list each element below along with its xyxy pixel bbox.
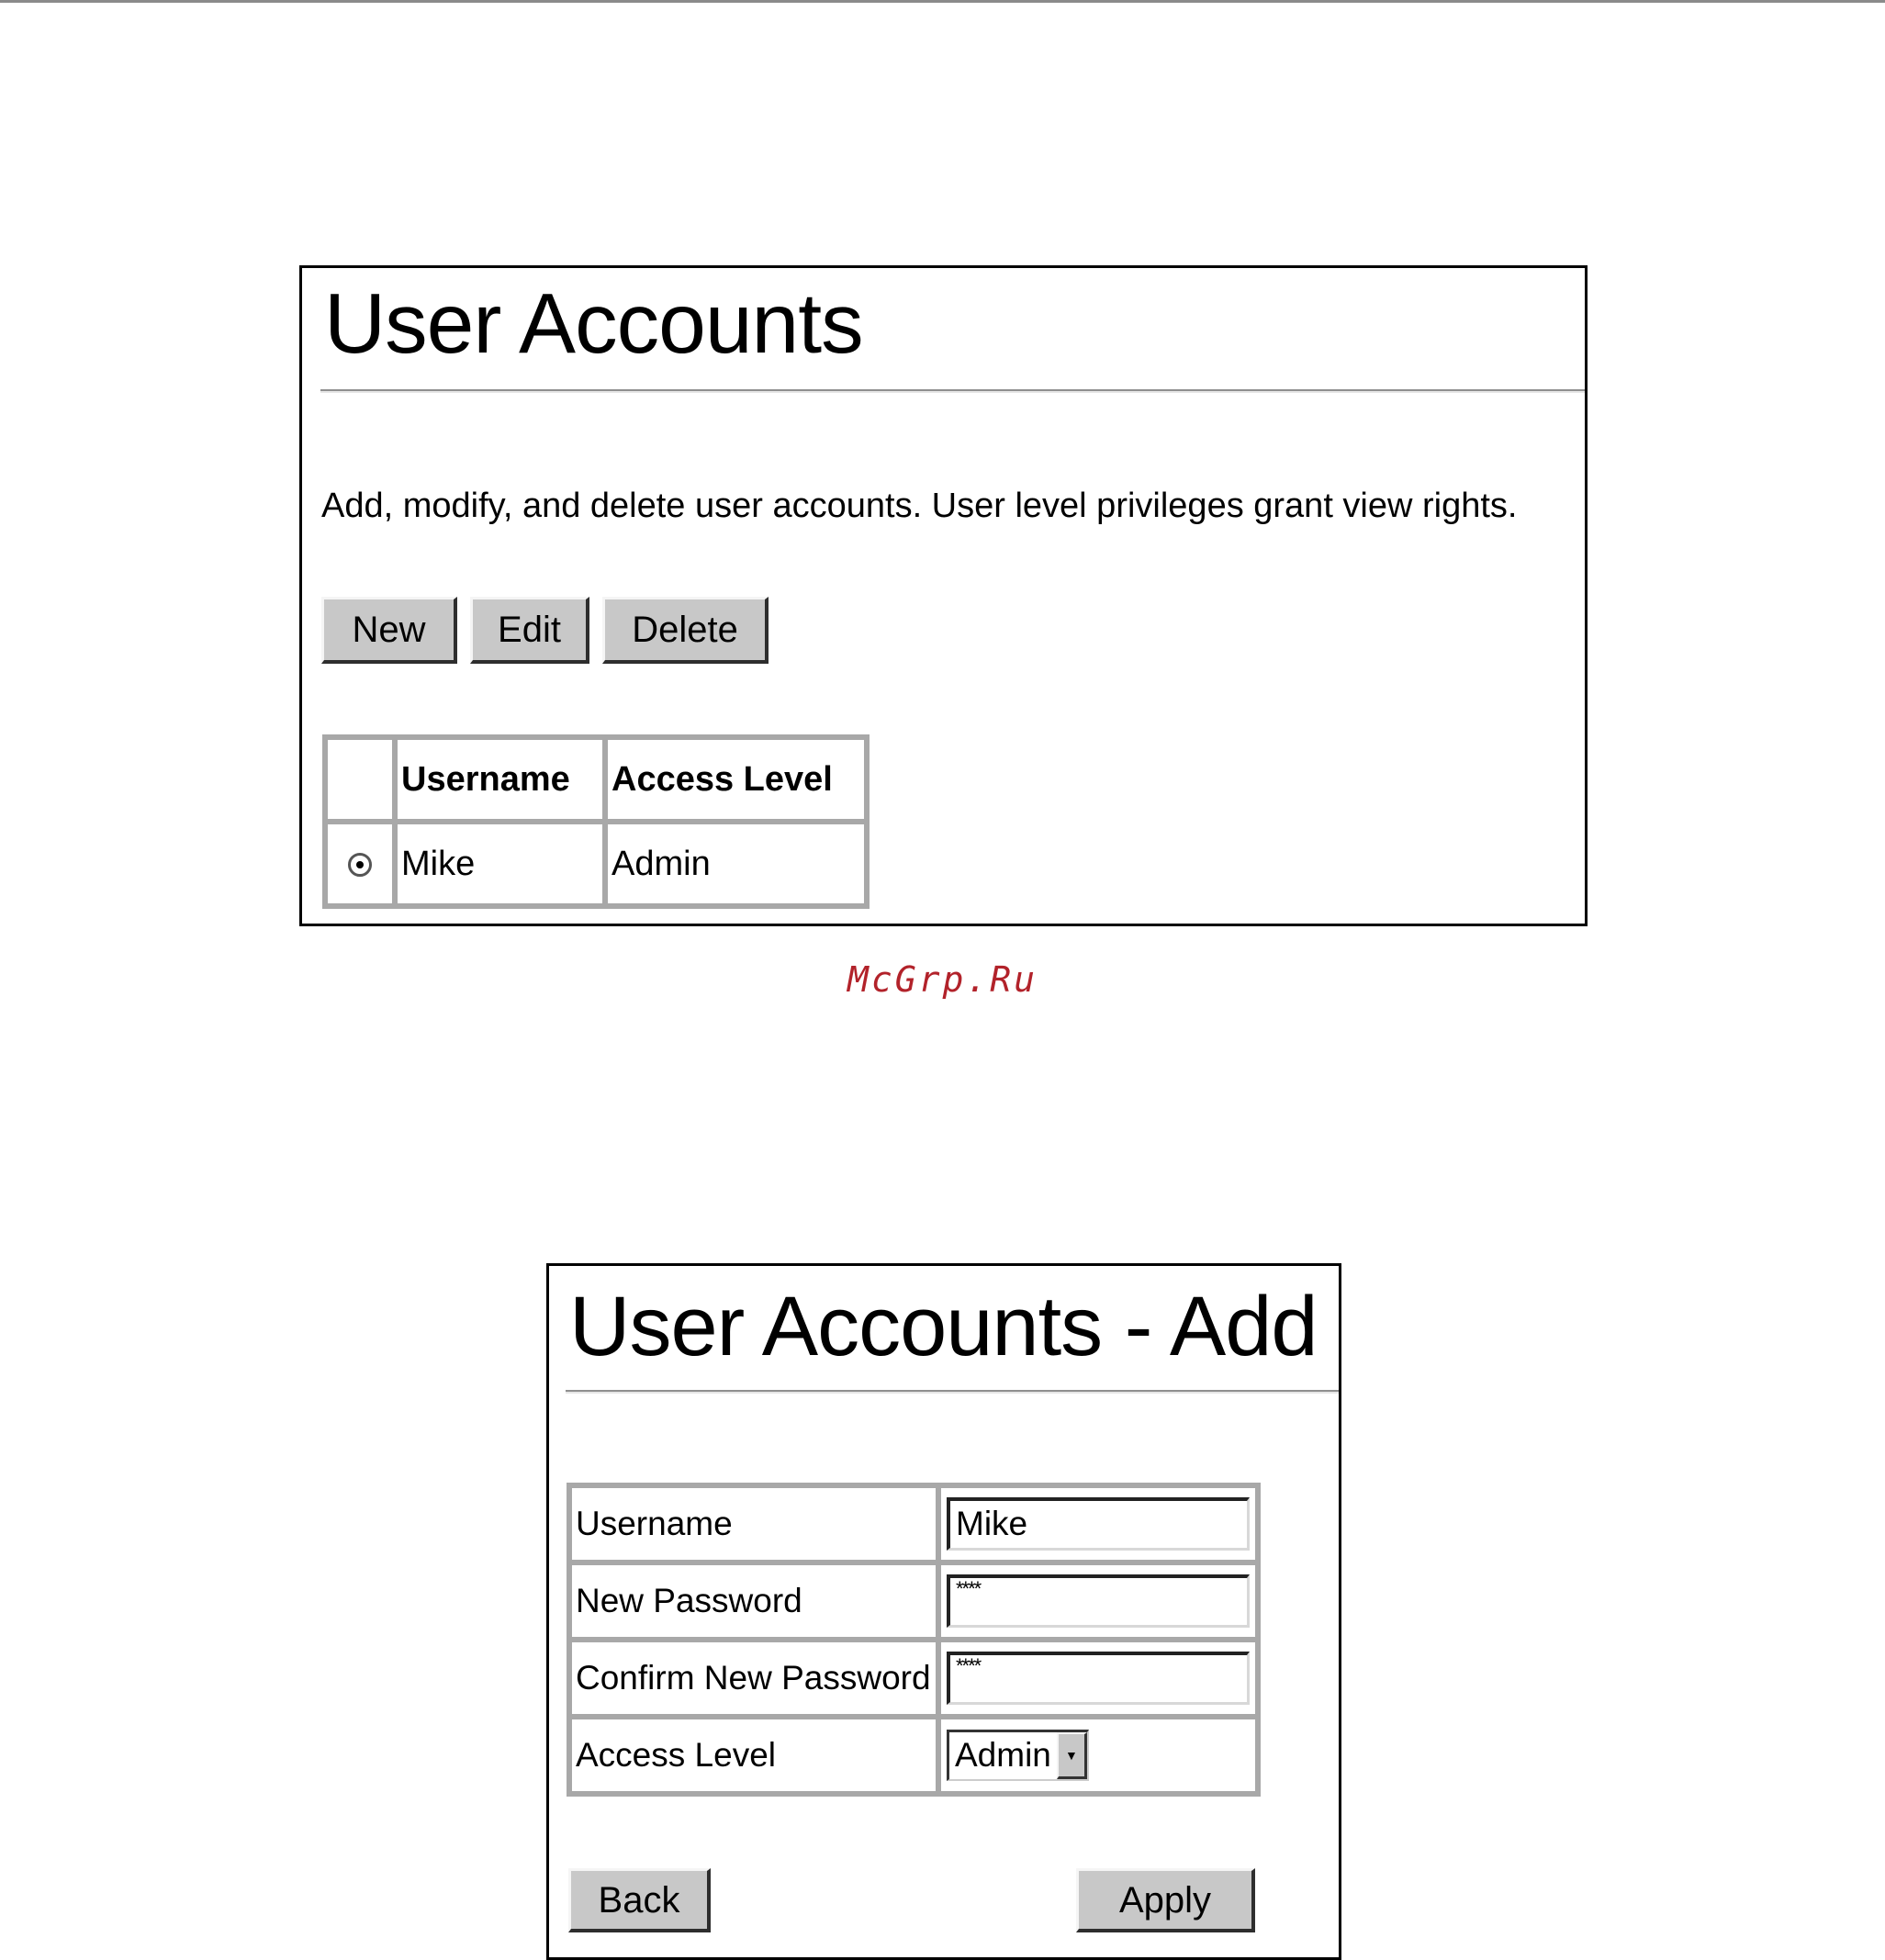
new-password-field-cell — [938, 1562, 1258, 1640]
form-row-username — [569, 1485, 1258, 1562]
accounts-table — [322, 734, 870, 909]
access-level-label: Access Level — [569, 1717, 938, 1794]
watermark: McGrp.Ru — [847, 959, 1038, 1000]
username-cell: Mike — [395, 822, 605, 906]
user-accounts-add-panel — [546, 1263, 1341, 1960]
username-input[interactable]: Mike — [947, 1497, 1250, 1551]
form-row-new-password — [569, 1562, 1258, 1640]
select-column-header — [325, 737, 395, 822]
chevron-down-icon[interactable]: ▼ — [1057, 1732, 1087, 1779]
page-title: User Accounts - Add — [569, 1280, 1318, 1373]
table-header-row — [325, 737, 867, 822]
user-accounts-panel — [299, 265, 1588, 926]
confirm-password-input[interactable]: **** — [947, 1652, 1250, 1705]
access-level-field-cell — [938, 1717, 1258, 1794]
form-row-access-level — [569, 1717, 1258, 1794]
access-level-selected-value: Admin — [955, 1736, 1051, 1774]
form-row-confirm-password — [569, 1640, 1258, 1717]
new-button[interactable]: New — [321, 597, 457, 664]
access-level-column-header: Access Level — [605, 737, 867, 822]
new-password-input[interactable]: **** — [947, 1574, 1250, 1628]
access-level-cell: Admin — [605, 822, 867, 906]
page-description: Add, modify, and delete user accounts. User level privileges grant view rights. — [321, 487, 1518, 525]
back-button[interactable]: Back — [568, 1868, 711, 1932]
apply-button[interactable]: Apply — [1076, 1868, 1255, 1932]
username-label: Username — [569, 1485, 938, 1562]
new-password-label: New Password — [569, 1562, 938, 1640]
username-field-cell — [938, 1485, 1258, 1562]
page-title: User Accounts — [324, 275, 863, 371]
confirm-password-field-cell — [938, 1640, 1258, 1717]
username-column-header: Username — [395, 737, 605, 822]
title-divider — [566, 1390, 1339, 1394]
account-radio-button[interactable] — [348, 853, 372, 877]
delete-button[interactable]: Delete — [602, 597, 769, 664]
edit-button[interactable]: Edit — [470, 597, 589, 664]
confirm-password-label: Confirm New Password — [569, 1640, 938, 1717]
title-divider — [320, 389, 1585, 393]
account-form-table — [567, 1483, 1261, 1797]
top-divider — [0, 0, 1885, 3]
table-row — [325, 822, 867, 906]
access-level-select[interactable] — [947, 1730, 1089, 1781]
row-select-cell — [325, 822, 395, 906]
